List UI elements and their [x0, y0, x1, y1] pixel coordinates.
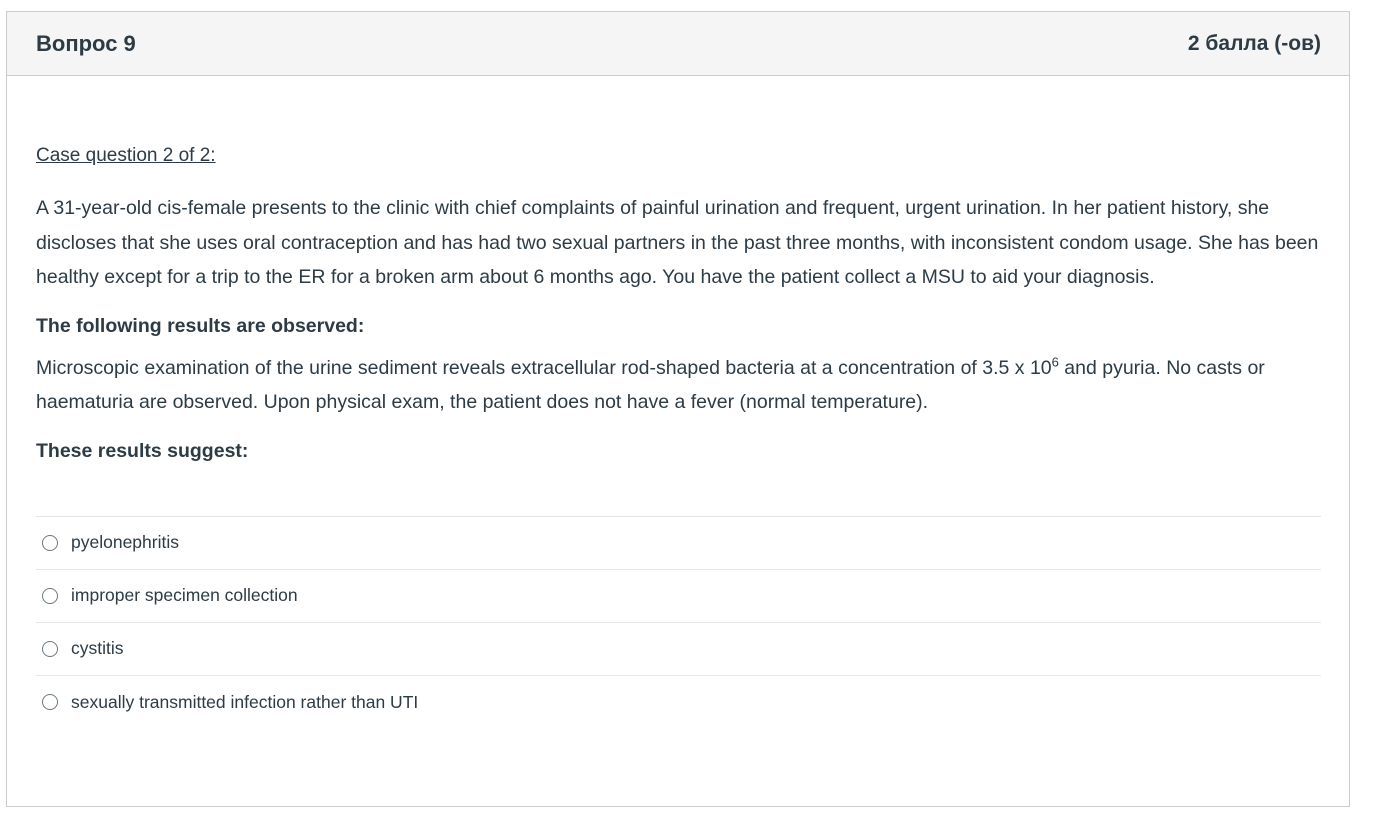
answer-label: sexually transmitted infection rather than UTI	[71, 691, 419, 712]
radio-button[interactable]	[42, 641, 58, 657]
answer-option[interactable]	[36, 517, 1321, 570]
radio-button[interactable]	[42, 694, 58, 710]
answer-option[interactable]	[36, 676, 1321, 729]
results-exponent: 6	[1051, 354, 1059, 369]
question-body	[7, 143, 1349, 729]
answer-label: cystitis	[71, 638, 124, 658]
case-label: Case question 2 of 2:	[36, 145, 216, 166]
question-title: Вопрос 9	[36, 30, 136, 56]
answer-list	[36, 516, 1321, 729]
question-prompt: These results suggest:	[36, 439, 249, 462]
results-text-end: and pyuria. No casts or haematuria are observed. Upon physical exam, the patient does not have a fever (normal temperature).	[36, 356, 1265, 413]
answer-option[interactable]	[36, 623, 1321, 676]
results-text-start: Microscopic examination of the urine sediment reveals extracellular rod-shaped bacteria at a concentration of 3.5 x 10	[36, 356, 1052, 379]
question-header	[7, 12, 1349, 76]
answer-label: pyelonephritis	[71, 532, 179, 552]
case-description: A 31-year-old cis-female presents to the clinic with chief complaints of painful urination and frequent, urgent urination. In her patient history, she discloses that she uses oral contraception and has had two sexual partners in the past three months, with inconsistent condom usage. She has been healthy except for a trip to the ER for a broken arm about 6 months ago. You have the patient collect a MSU to aid your diagnosis.	[36, 197, 1319, 288]
results-heading: The following results are observed:	[36, 314, 365, 337]
radio-button[interactable]	[42, 588, 58, 604]
radio-button[interactable]	[42, 535, 58, 551]
results-description	[36, 351, 1321, 420]
question-card	[6, 11, 1350, 807]
answer-option[interactable]	[36, 570, 1321, 623]
answer-label: improper specimen collection	[71, 585, 298, 605]
question-points: 2 балла (-ов)	[1187, 31, 1321, 55]
